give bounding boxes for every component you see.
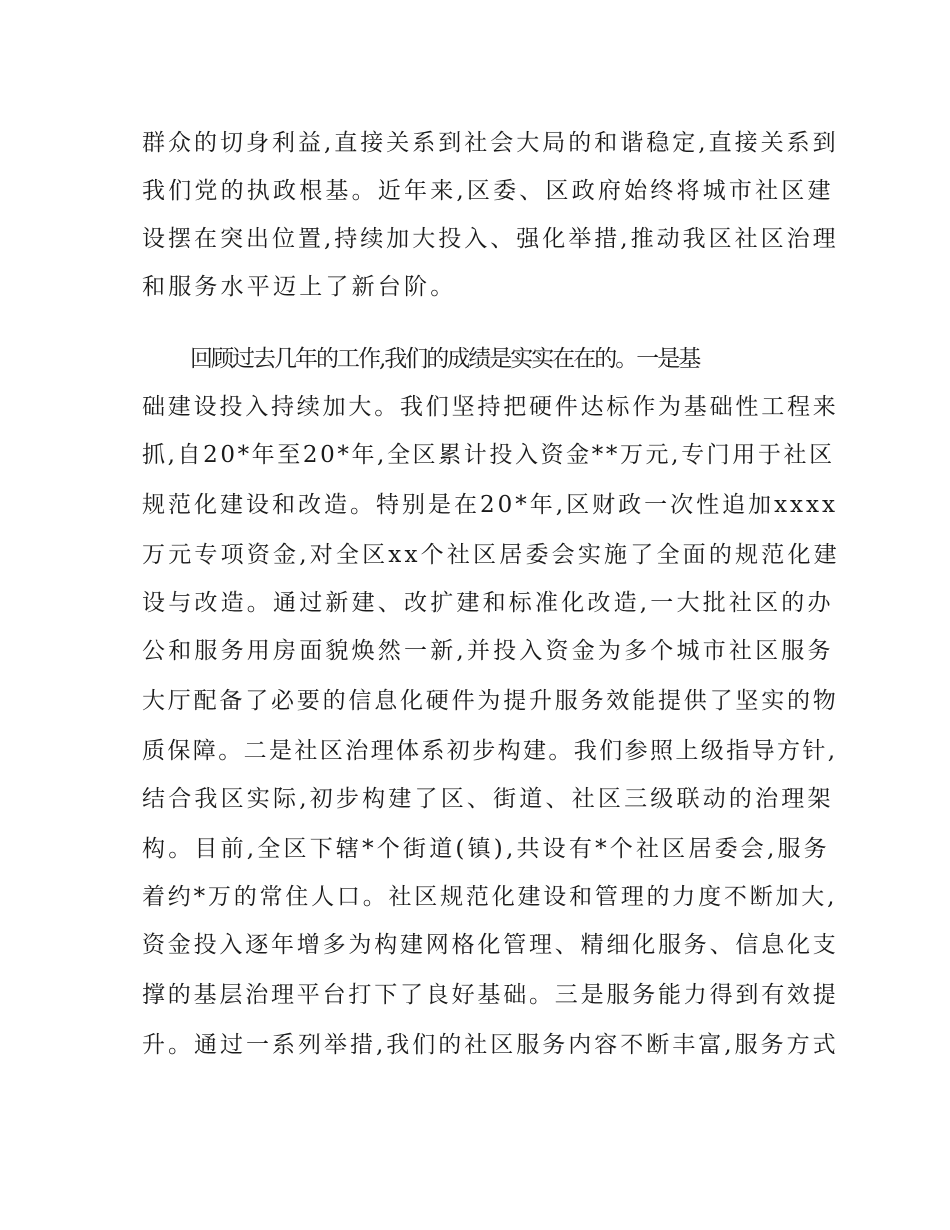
paragraph-2-line-5: 万元专项资金,对全区xx个社区居委会实施了全面的规范化建 — [142, 542, 840, 568]
paragraph-1-line-1: 群众的切身利益,直接关系到社会大局的和谐稳定,直接关系到 — [142, 130, 839, 156]
paragraph-1-line-3: 设摆在突出位置,持续加大投入、强化举措,推动我区社区治理 — [142, 226, 839, 252]
paragraph-2-line-13: 资金投入逐年增多为构建网格化管理、精细化服务、信息化支 — [142, 932, 839, 958]
paragraph-2-line-6: 设与改造。通过新建、改扩建和标准化改造,一大批社区的办 — [142, 590, 834, 616]
paragraph-2-line-4: 规范化建设和改造。特别是在20*年,区财政一次性追加xxxx — [142, 492, 838, 518]
paragraph-2-line-7: 公和服务用房面貌焕然一新,并投入资金为多个城市社区服务 — [142, 638, 834, 664]
paragraph-2-line-10: 结合我区实际,初步构建了区、街道、社区三级联动的治理架 — [142, 786, 834, 812]
paragraph-2-line-9: 质保障。二是社区治理体系初步构建。我们参照上级指导方针, — [142, 738, 838, 764]
paragraph-2-line-12: 着约*万的常住人口。社区规范化建设和管理的力度不断加大, — [142, 884, 838, 910]
paragraph-1-line-4: 和服务水平迈上了新台阶。 — [142, 274, 457, 300]
paragraph-2-line-14: 撑的基层治理平台打下了良好基础。三是服务能力得到有效提 — [142, 982, 839, 1008]
paragraph-2-line-15: 升。通过一系列举措,我们的社区服务内容不断丰富,服务方式 — [142, 1032, 839, 1058]
paragraph-2-line-3: 抓,自20*年至20*年,全区累计投入资金**万元,专门用于社区 — [142, 442, 835, 468]
paragraph-1-line-2: 我们党的执政根基。近年来,区委、区政府始终将城市社区建 — [142, 178, 834, 204]
paragraph-2-line-1: 回顾过去几年的工作,我们的成绩是实实在在的。一是基 — [190, 346, 700, 372]
paragraph-2-line-2: 础建设投入持续加大。我们坚持把硬件达标作为基础性工程来 — [142, 394, 839, 420]
paragraph-2-line-11: 构。目前,全区下辖*个街道(镇),共设有*个社区居委会,服务 — [142, 836, 830, 862]
paragraph-2-line-8: 大厅配备了必要的信息化硬件为提升服务效能提供了坚实的物 — [142, 688, 839, 714]
